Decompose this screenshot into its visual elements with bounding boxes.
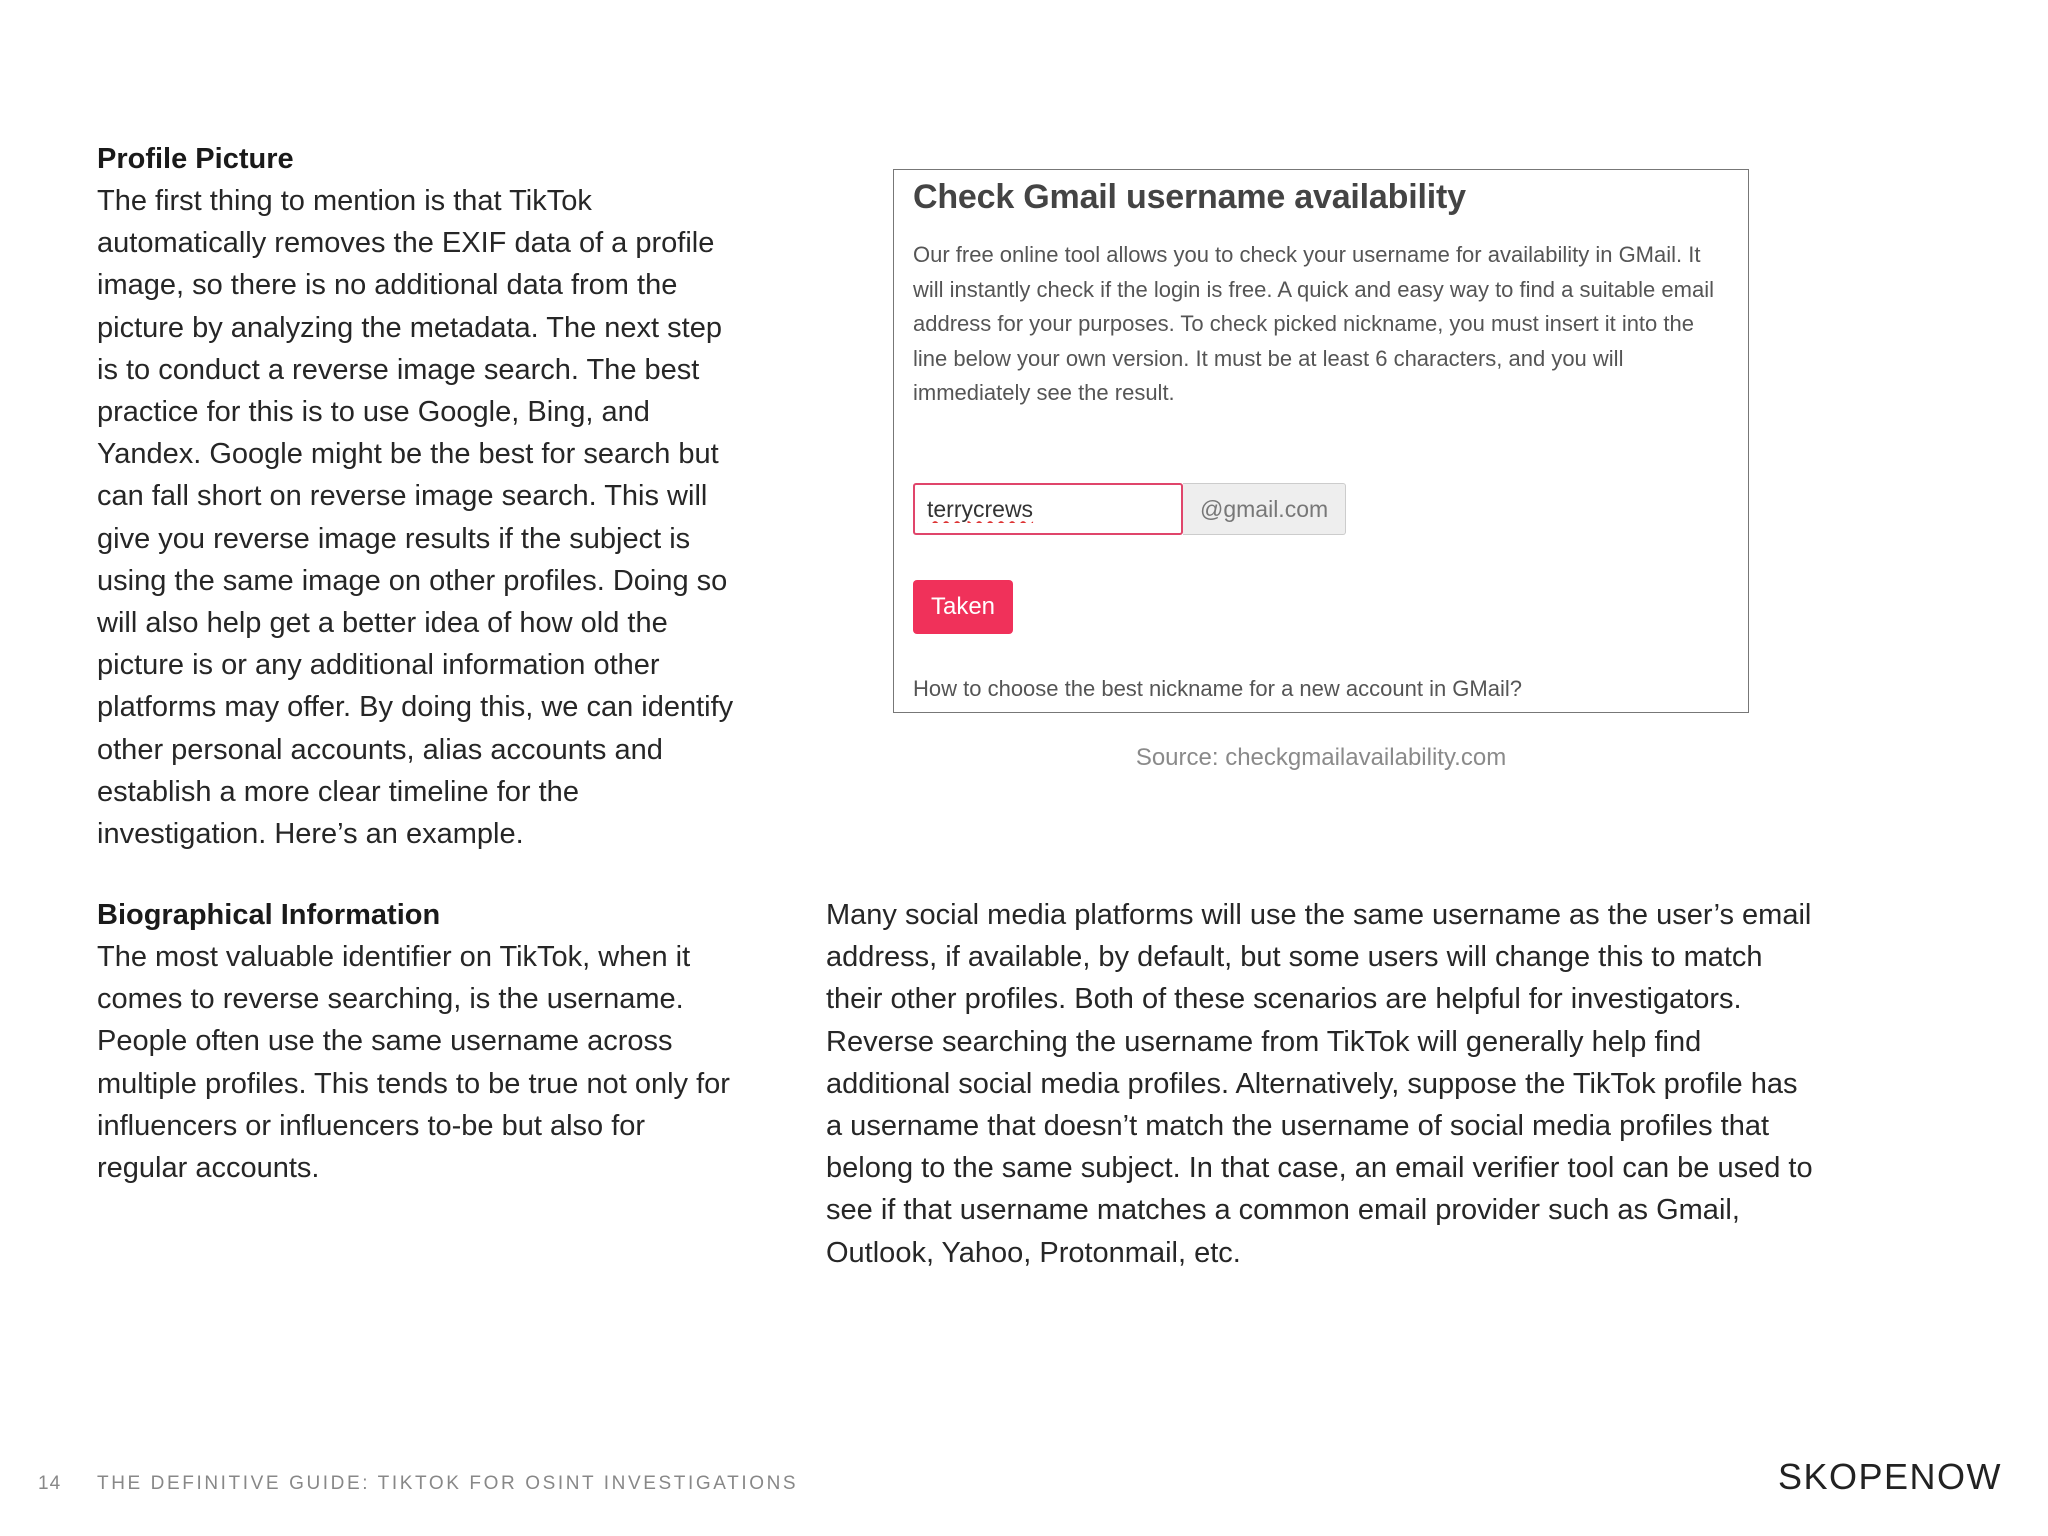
profile-picture-body: The first thing to mention is that TikTok automatically removes the EXIF data of a profile image, so there is no additional data from the picture by analyzing the metadata. The next step is to conduct a reverse image search. The best practice for this is to use Google, Bing, and Yandex. Google might be the best for search but can fall short on reverse image search. This will give you reverse image results if the subject is using the same image on other profiles. Doing so will also help get a better idea of how old the picture is or any additional information other platforms may offer. By doing this, we can identify other personal accounts, alias accounts and establish a more clear timeline for the investigation. Here’s an example. (97, 185, 734, 851)
page-number: 14 (38, 1473, 62, 1494)
gmail-domain-suffix: @gmail.com (1183, 483, 1346, 535)
username-input[interactable] (913, 483, 1183, 535)
gmail-checker-screenshot (893, 169, 1749, 713)
taken-status-button[interactable]: Taken (913, 580, 1013, 634)
profile-picture-section (97, 138, 737, 855)
biographical-information-heading: Biographical Information (97, 899, 441, 931)
username-email-paragraph: Many social media platforms will use the same username as the user’s email address, if available, by default, but some users will change this to match their other profiles. Both of these scenarios are helpful for investigators. Reverse searching the username from TikTok will generally help find additional social media profiles. Alternatively, suppose the TikTok profile has a username that doesn’t match the username of social media profiles that belong to the same subject. In that case, an email verifier tool can be used to see if that username matches a common email provider such as Gmail, Outlook, Yahoo, Protonmail, etc. (826, 899, 1813, 1269)
skopenow-logo: SKOPENOW (1777, 1456, 2002, 1497)
biographical-information-body: The most valuable identifier on TikTok, when it comes to reverse searching, is the username. People often use the same username across multiple profiles. This tends to be true not only for influencers or influencers to-be but also for regular accounts. (97, 941, 730, 1185)
biographical-information-section (97, 894, 737, 1189)
figure-caption: Source: checkgmailavailability.com (1135, 744, 1507, 771)
nickname-help-link[interactable]: How to choose the best nickname for a new account in GMail? (913, 676, 1522, 701)
figure-title: Check Gmail username availability (913, 178, 1466, 216)
document-title: THE DEFINITIVE GUIDE: TIKTOK FOR OSINT INVESTIGATIONS (97, 1473, 799, 1494)
profile-picture-heading: Profile Picture (97, 143, 294, 175)
figure-description: Our free online tool allows you to check your username for availability in GMail. It will instantly check if the login is free. A quick and easy way to find a suitable email address for your purposes. To check picked nickname, you must insert it into the line below your own version. It must be at least 6 characters, and you will immediately see the result. (913, 242, 1714, 405)
